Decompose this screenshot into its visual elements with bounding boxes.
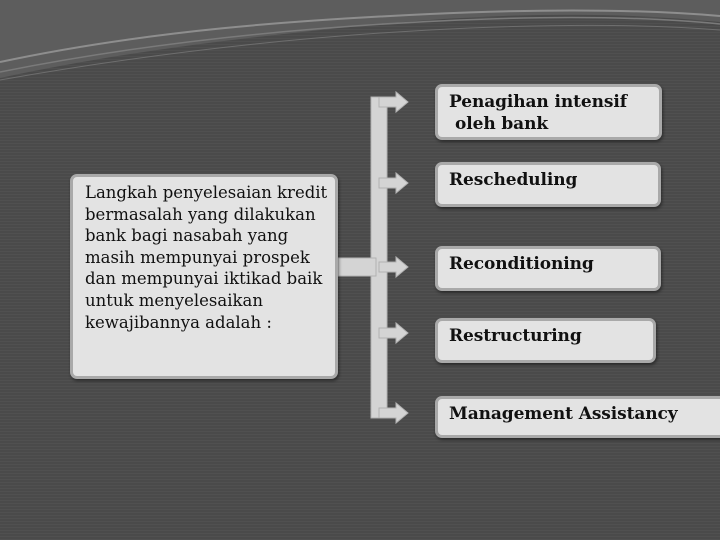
option-penagihan-line1: Penagihan intensif	[449, 92, 627, 112]
option-rescheduling-label: Rescheduling	[449, 170, 578, 190]
option-rescheduling	[435, 162, 661, 207]
main-description-text: Langkah penyelesaian kredit bermasalah yang dilakukan bank bagi nasabah yang masih mempunyai prospek dan mempunyai iktikad baik untuk menyelesaikan kewajibannya adalah :	[85, 183, 328, 332]
option-restructuring-label: Restructuring	[449, 326, 582, 346]
option-reconditioning-label: Reconditioning	[449, 254, 594, 274]
option-management-label: Management Assistancy	[449, 404, 678, 424]
option-restructuring	[435, 318, 656, 363]
main-description-box	[70, 174, 338, 379]
option-penagihan-line2: oleh bank	[455, 114, 549, 134]
option-reconditioning	[435, 246, 661, 291]
option-penagihan-intensif	[435, 84, 662, 140]
option-management-assistancy	[435, 396, 720, 438]
